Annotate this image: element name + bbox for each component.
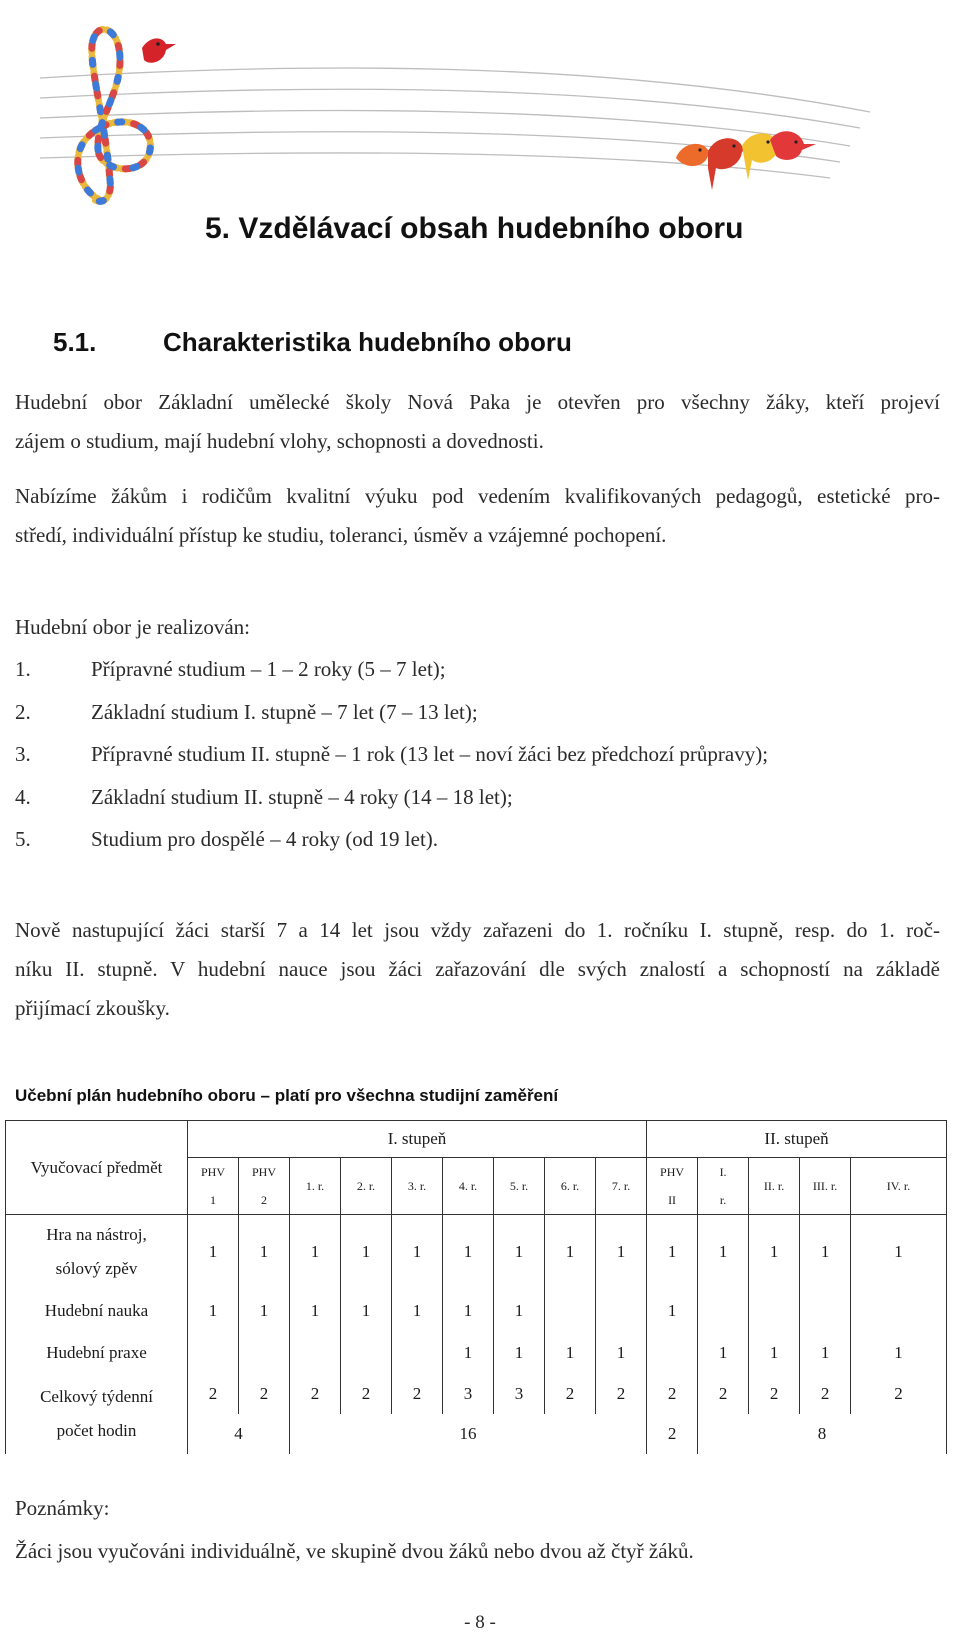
table-cell: 2 [545,1374,596,1414]
table-cell: 2 [188,1374,239,1414]
table-cell: 1 [392,1215,443,1290]
table-cell: 1 [494,1290,545,1332]
col-i-r: I. r. [698,1158,749,1215]
intro-paragraph-1 [15,383,940,461]
col-r2: 2. r. [341,1158,392,1215]
table-cell: 3 [443,1374,494,1414]
table-total-row [6,1374,947,1414]
level1-header: I. stupeň [188,1121,647,1158]
col-ii-r: II. r. [749,1158,800,1215]
study-plan-table [5,1120,947,1454]
intro-line: Nabízíme žákům i rodičům kvalitní výuku pod vedením kvalifikovaných pedagogů, estetické pro- [15,484,940,508]
table-cell: 1 [188,1290,239,1332]
table-cell [851,1290,947,1332]
table-row [6,1290,947,1332]
table-cell [647,1332,698,1374]
table-cell: 1 [851,1215,947,1290]
sum-phv-ii: 2 [647,1414,698,1454]
col-phv2: PHV 2 [239,1158,290,1215]
section-number: 5.1. [53,327,97,357]
table-cell: 1 [239,1215,290,1290]
sum-level2: 8 [698,1414,947,1454]
realization-list [15,650,768,863]
section-title: Charakteristika hudebního oboru [163,327,572,357]
notes-label: Poznámky: [15,1496,110,1520]
page-number: - 8 - [464,1612,496,1633]
table-cell: 1 [545,1215,596,1290]
list-item: 1. Přípravné studium – 1 – 2 roky (5 – 7 let); [15,657,446,681]
table-cell: 1 [494,1332,545,1374]
table-cell: 1 [494,1215,545,1290]
table-row [6,1215,947,1290]
table-cell [239,1332,290,1374]
col-r7: 7. r. [596,1158,647,1215]
table-cell: 2 [290,1374,341,1414]
table-header-row [6,1121,947,1158]
table-cell: 2 [851,1374,947,1414]
table-cell: 1 [341,1215,392,1290]
list-item: 3. Přípravné studium II. stupně – 1 rok (13 let – noví žáci bez předchozí průpravy); [15,742,769,766]
intro-line: středí, individuální přístup ke studiu, toleranci, úsměv a vzájemné pochopení. [15,523,667,547]
table-cell [698,1290,749,1332]
table-cell: 1 [392,1290,443,1332]
table-cell [749,1290,800,1332]
table-cell: 2 [239,1374,290,1414]
table-cell: 1 [800,1332,851,1374]
intro-paragraph-2 [15,477,940,555]
table-cell: 1 [188,1215,239,1290]
section-heading [53,327,572,358]
col-iii-r: III. r. [800,1158,851,1215]
table-cell [188,1332,239,1374]
col-r4: 4. r. [443,1158,494,1215]
table-cell [800,1290,851,1332]
intro-line: zájem o studium, mají hudební vlohy, schopnosti a dovednosti. [15,429,544,453]
table-cell: 2 [749,1374,800,1414]
table-cell: 1 [800,1215,851,1290]
col-phv1: PHV 1 [188,1158,239,1215]
table-cell: 1 [647,1290,698,1332]
col-r5: 5. r. [494,1158,545,1215]
realization-label: Hudební obor je realizován: [15,615,250,639]
sum-level1: 16 [290,1414,647,1454]
table-cell: 1 [596,1332,647,1374]
table-cell: 1 [290,1290,341,1332]
table-cell: 1 [698,1332,749,1374]
row-subject: Hra na nástroj, sólový zpěv [6,1215,188,1290]
chapter-heading: 5. Vzdělávací obsah hudebního oboru [205,212,744,245]
table-cell: 1 [443,1290,494,1332]
col-r3: 3. r. [392,1158,443,1215]
table-cell: 1 [545,1332,596,1374]
table-cell [392,1332,443,1374]
col-r1: 1. r. [290,1158,341,1215]
list-item: 5. Studium pro dospělé – 4 roky (od 19 let). [15,827,439,851]
table-cell [290,1332,341,1374]
table-row [6,1332,947,1374]
row-subject: Hudební nauka [6,1290,188,1332]
intro-line: Hudební obor Základní umělecké školy Nová Paka je otevřen pro všechny žáky, kteří projeví [15,390,940,414]
table-cell: 1 [443,1215,494,1290]
paragraph-line: níku II. stupně. V hudební nauce jsou žáci zařazování dle svých znalostí a schopností na základě [15,957,940,981]
table-cell: 1 [749,1215,800,1290]
table-cell: 1 [851,1332,947,1374]
list-item: 2. Základní studium I. stupně – 7 let (7 – 13 let); [15,699,478,724]
col-iv-r: IV. r. [851,1158,947,1215]
table-cell: 2 [341,1374,392,1414]
birds-group-icon [676,131,816,190]
table-cell: 1 [341,1290,392,1332]
header-music-illustration [0,0,960,215]
table-cell [341,1332,392,1374]
new-students-paragraph [15,911,940,1028]
table-cell: 2 [392,1374,443,1414]
red-bird-icon [142,38,176,62]
col-phv-ii: PHV II [647,1158,698,1215]
sum-phv: 4 [188,1414,290,1454]
table-cell: 1 [596,1215,647,1290]
table-cell: 2 [647,1374,698,1414]
table-cell [545,1290,596,1332]
table-cell: 1 [443,1332,494,1374]
table-cell: 1 [290,1215,341,1290]
table-cell: 2 [698,1374,749,1414]
table-cell: 2 [596,1374,647,1414]
paragraph-line: Nově nastupující žáci starší 7 a 14 let jsou vždy zařazeni do 1. ročníku I. stupně, resp. do 1. roč- [15,918,940,942]
table-cell: 1 [239,1290,290,1332]
table-cell: 1 [647,1215,698,1290]
list-item: 4. Základní studium II. stupně – 4 roky (14 – 18 let); [15,784,513,809]
plan-table-title: Učební plán hudebního oboru – platí pro všechna studijní zaměření [15,1086,559,1105]
notes-text: Žáci jsou vyučováni individuálně, ve skupině dvou žáků nebo dvou až čtyř žáků. [15,1539,694,1563]
total-subject: Celkový týdenní počet hodin [6,1374,188,1454]
row-subject: Hudební praxe [6,1332,188,1374]
col-r6: 6. r. [545,1158,596,1215]
table-cell: 3 [494,1374,545,1414]
paragraph-line: přijímací zkoušky. [15,996,170,1020]
table-cell: 1 [698,1215,749,1290]
table-cell [596,1290,647,1332]
subject-header: Vyučovací předmět [6,1121,188,1215]
table-cell: 1 [749,1332,800,1374]
level2-header: II. stupeň [647,1121,947,1158]
table-cell: 2 [800,1374,851,1414]
